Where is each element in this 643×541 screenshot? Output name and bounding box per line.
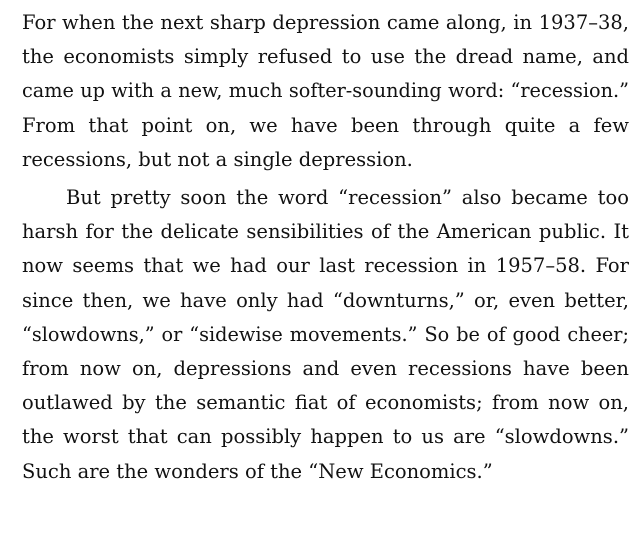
text-line: outlawed by the semantic fiat of economists; from now on, (22, 391, 629, 415)
text-line: Such are the wonders of the “New Economics.” (22, 459, 493, 483)
text-line: “slowdowns,” or “sidewise movements.” So be of good cheer; (22, 322, 629, 346)
text-line: the worst that can possibly happen to us are “slowdowns.” (22, 425, 629, 449)
paragraph-1 (22, 6, 629, 177)
text-line: since then, we have only had “downturns,” or, even better, (22, 288, 629, 312)
text-line: But pretty soon the word “recession” also became too (66, 186, 629, 210)
text-line: now seems that we had our last recession in 1957–58. For (22, 254, 629, 278)
text-line: came up with a new, much softer-sounding word: “recession.” (22, 79, 629, 103)
text-line: from now on, depressions and even recessions have been (22, 357, 629, 381)
paragraph-2 (22, 181, 629, 489)
text-line: For when the next sharp depression came along, in 1937–38, (22, 11, 629, 34)
text-line: From that point on, we have been through quite a few (22, 113, 629, 137)
text-line: the economists simply refused to use the dread name, and (22, 45, 629, 69)
text-line: recessions, but not a single depression. (22, 147, 413, 171)
text-line: harsh for the delicate sensibilities of the American public. It (22, 220, 629, 244)
